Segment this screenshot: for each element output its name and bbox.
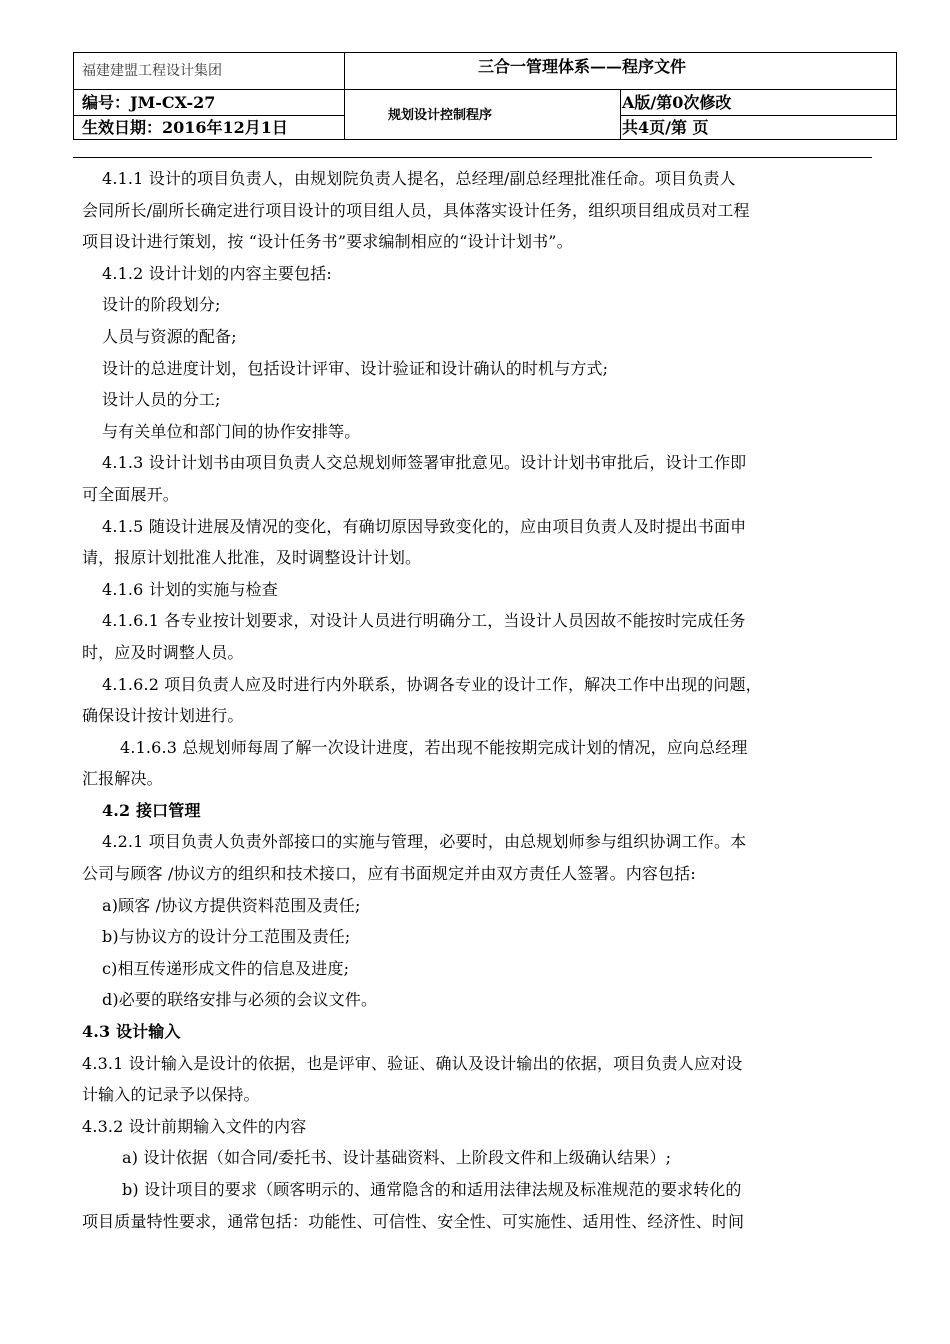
section-heading: 4.2 接口管理 [102, 800, 201, 820]
text-line: 4.1.3 设计计划书由项目负责人交总规划师签署审批意见。设计计划书审批后，设计工作即 [102, 453, 747, 473]
list-item: b) 设计项目的要求（顾客明示的、通常隐含的和适用法律法规及标准规范的要求转化的 [122, 1180, 742, 1199]
text-line: 4.1.1 设计的项目负责人，由规划院负责人提名，总经理/副总经理批准任命。项目负责人 [102, 169, 736, 188]
list-item: d)必要的联络安排与必须的会议文件。 [102, 990, 378, 1010]
text-line: 会同所长/副所长确定进行项目设计的项目组人员，具体落实设计任务，组织项目组成员对工程 [82, 200, 750, 220]
section-heading: 4.3 设计输入 [82, 1022, 181, 1042]
company-name: 福建建盟工程设计集团 [82, 63, 222, 79]
document-body [82, 163, 882, 1237]
list-item: c)相互传递形成文件的信息及进度; [102, 958, 350, 978]
text-line: 确保设计按计划进行。 [82, 706, 244, 726]
text-line: 与有关单位和部门间的协作安排等。 [102, 421, 361, 441]
list-item: a) 设计依据（如合同/委托书、设计基础资料、上阶段文件和上级确认结果）; [122, 1148, 672, 1168]
text-line: 4.1.6.2 项目负责人应及时进行内外联系，协调各专业的设计工作，解决工作中出现的问题， [102, 674, 762, 694]
list-item: a)顾客 /协议方提供资料范围及责任; [102, 895, 361, 915]
text-line: 4.2.1 项目负责人负责外部接口的实施与管理，必要时，由总规划师参与组织协调工作。本 [102, 832, 747, 852]
text-line: 项目质量特性要求，通常包括：功能性、可信性、安全性、可实施性、适用性、经济性、时间 [82, 1211, 745, 1231]
revision-info: A版/第0次修改 [622, 93, 732, 112]
list-item: b)与协议方的设计分工范围及责任; [102, 927, 351, 947]
header-divider-vertical [620, 89, 621, 139]
text-line: 4.1.6 计划的实施与检查 [102, 579, 278, 599]
page-count: 共4页/第 页 [622, 118, 709, 137]
text-line: 可全面展开。 [82, 484, 179, 504]
document-name: 规划设计控制程序 [388, 108, 493, 123]
text-line: 公司与顾客 /协议方的组织和技术接口，应有书面规定并由双方责任人签署。内容包括: [82, 864, 696, 884]
text-line: 4.3.1 设计输入是设计的依据，也是评审、验证、确认及设计输出的依据，项目负责人应对设 [82, 1053, 743, 1073]
text-line: 人员与资源的配备; [102, 326, 237, 346]
text-line: 4.1.6.3 总规划师每周了解一次设计进度，若出现不能按期完成计划的情况，应向总经理 [120, 737, 748, 757]
system-title: 三合一管理体系——程序文件 [478, 57, 687, 76]
header-separator-rule [73, 157, 872, 158]
text-line: 请，报原计划批准人批准，及时调整设计计划。 [82, 548, 422, 568]
text-line: 计输入的记录予以保持。 [82, 1085, 260, 1105]
text-line: 4.1.6.1 各专业按计划要求，对设计人员进行明确分工，当设计人员因故不能按时完成任务 [102, 611, 746, 631]
text-line: 4.3.2 设计前期输入文件的内容 [82, 1116, 307, 1136]
text-line: 时，应及时调整人员。 [82, 642, 244, 662]
text-line: 设计的阶段划分; [102, 295, 221, 315]
header-divider-horizontal [74, 89, 896, 90]
text-line: 汇报解决。 [82, 769, 163, 789]
text-line: 设计人员的分工; [102, 390, 221, 410]
document-code: 编号：JM-CX-27 [82, 93, 216, 112]
text-line: 项目设计进行策划，按 “设计任务书”要求编制相应的“设计计划书”。 [82, 232, 573, 252]
text-line: 设计的总进度计划，包括设计评审、设计验证和设计确认的时机与方式; [102, 358, 609, 378]
effective-date: 生效日期：2016年12月1日 [82, 118, 288, 137]
document-header-table [73, 52, 897, 140]
text-line: 4.1.5 随设计进展及情况的变化，有确切原因导致变化的，应由项目负责人及时提出书面申 [102, 516, 747, 536]
text-line: 4.1.2 设计计划的内容主要包括: [102, 263, 332, 283]
